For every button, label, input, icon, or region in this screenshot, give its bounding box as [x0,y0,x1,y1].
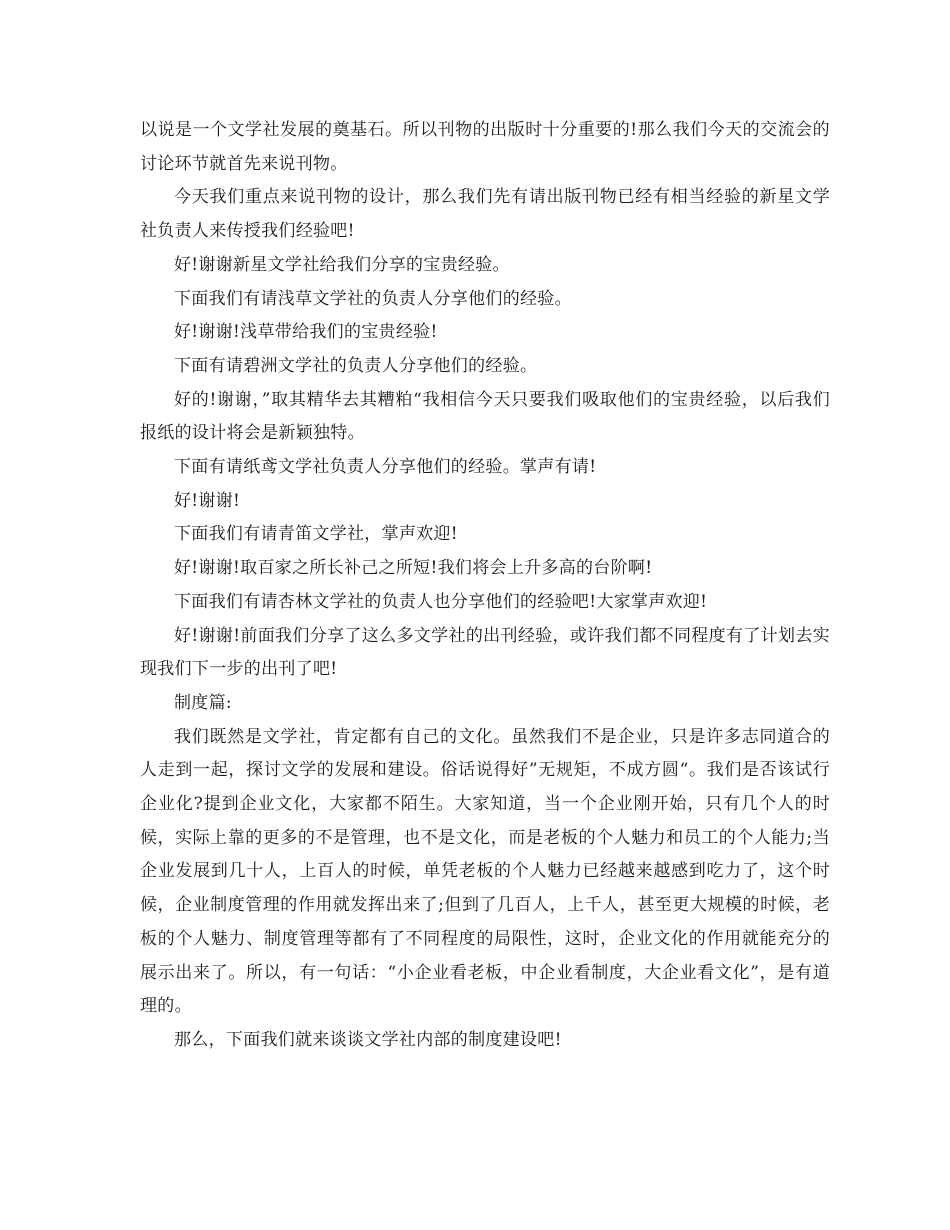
paragraph-corporate-culture: 我们既然是文学社，肯定都有自己的文化。虽然我们不是企业，只是许多志同道合的人走到一起，探讨文学的发展和建设。俗话说得好”无规矩，不成方圆“。我们是否该试行企业化?提到企业文化，大家都不陌生。大家知道，当一个企业刚开始，只有几个人的时候，实际上靠的更多的不是管理，也不是文化，而是老板的个人魅力和员工的个人能力;当企业发展到几十人，上百人的时候，单凭老板的个人魅力已经越来越感到吃力了，这个时候，企业制度管理的作用就发挥出来了;但到了几百人，上千人，甚至更大规模的时候，老板的个人魅力、制度管理等都有了不同程度的局限性，这时，企业文化的作用就能充分的展示出来了。所以，有一句话：“小企业看老板，中企业看制度，大企业看文化”，是有道理的。 [140,726,830,1017]
paragraph-invite-qingdi: 下面我们有请青笛文学社，掌声欢迎! [174,524,458,545]
paragraph-thanks-zhiyuan: 好!谢谢! [174,490,241,511]
paragraph-thanks-qiancao: 好!谢谢!浅草带给我们的宝贵经验! [174,322,438,343]
paragraph-thanks-xinxing: 好!谢谢新星文学社给我们分享的宝贵经验。 [174,254,510,275]
paragraph-invite-bizhou: 下面有请碧洲文学社的负责人分享他们的经验。 [174,355,538,376]
paragraph-thanks-bizhou: 好的!谢谢，”取其精华去其糟粕“我相信今天只要我们吸取他们的宝贵经验，以后我们报纸的设计将会是新颖独特。 [140,389,830,444]
document-body [140,114,830,1058]
paragraph-continuation: 以说是一个文学社发展的奠基石。所以刊物的出版时十分重要的!那么我们今天的交流会的讨论环节就首先来说刊物。 [140,120,830,174]
paragraph-invite-xinglin: 下面我们有请杏林文学社的负责人也分享他们的经验吧!大家掌声欢迎! [174,591,708,612]
paragraph-thanks-qingdi: 好!谢谢!取百家之所长补己之所短!我们将会上升多高的台阶啊! [174,558,653,579]
paragraph-system-intro: 那么，下面我们就来谈谈文学社内部的制度建设吧! [174,1029,562,1050]
paragraph-invite-qiancao: 下面我们有请浅草文学社的负责人分享他们的经验。 [174,288,572,309]
paragraph-invite-zhiyuan: 下面有请纸鸢文学社负责人分享他们的经验。掌声有请! [174,457,597,478]
paragraph-publication-design: 今天我们重点来说刊物的设计，那么我们先有请出版刊物已经有相当经验的新星文学社负责人来传授我们经验吧! [140,187,830,242]
section-heading-system: 制度篇: [174,692,232,713]
paragraph-summary: 好!谢谢!前面我们分享了这么多文学社的出刊经验，或许我们都不同程度有了计划去实现我们下一步的出刊了吧! [140,625,830,680]
